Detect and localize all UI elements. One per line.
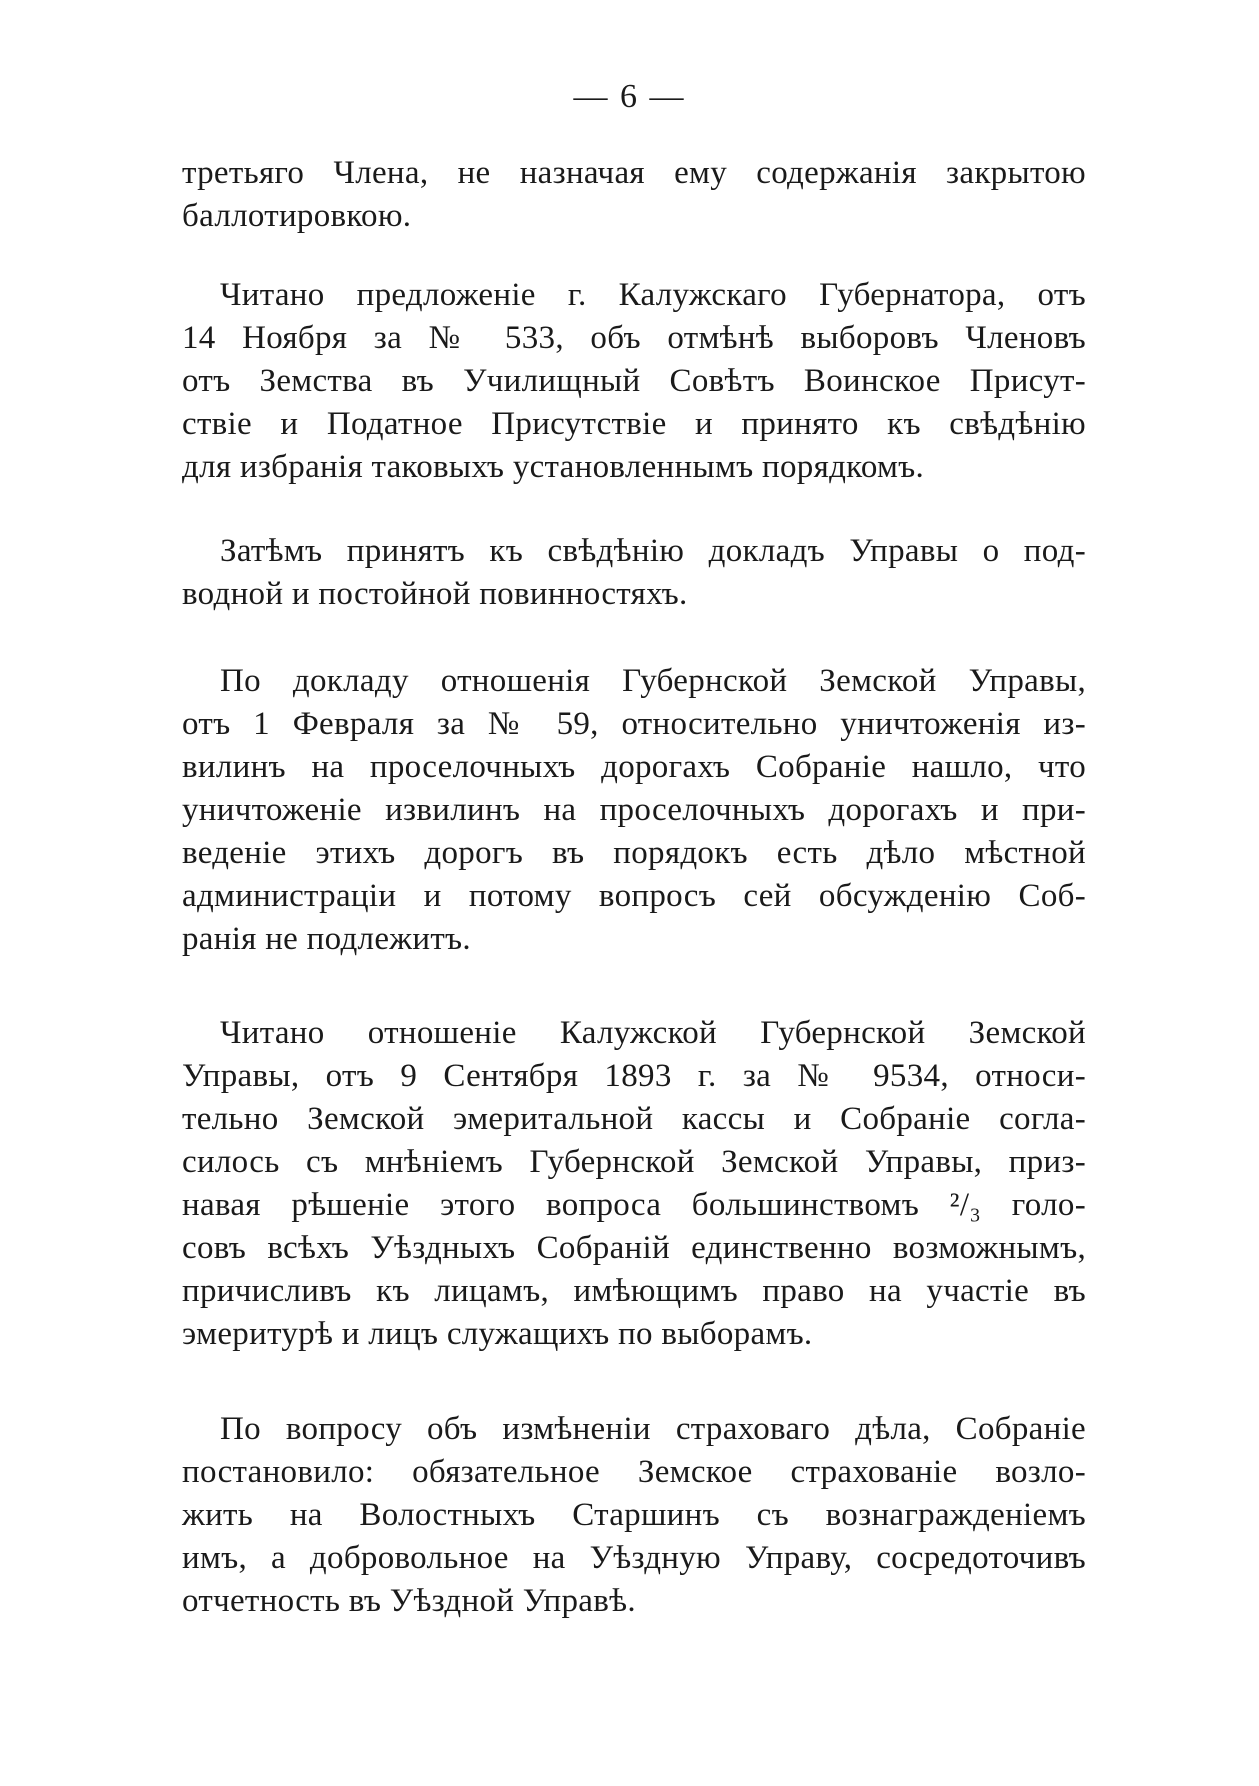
- text-line: По докладу отношенія Губернской Земской Управы,: [220, 663, 1086, 699]
- text-line: Управы, отъ 9 Сентября 1893 г. за № 9534, относи-: [182, 1058, 1086, 1094]
- text-line: По вопросу объ измѣненіи страховаго дѣла, Собраніе: [220, 1411, 1086, 1447]
- text-line: эмеритурѣ и лицъ служащихъ по выборамъ.: [182, 1316, 813, 1352]
- text-line: отчетность въ Уѣздной Управѣ.: [182, 1583, 636, 1619]
- text-line: отъ Земства въ Училищный Совѣтъ Воинское Присут-: [182, 363, 1086, 399]
- page-number: — 6 —: [573, 78, 686, 115]
- text-line: администраціи и потому вопросъ сей обсужденію Соб-: [182, 878, 1086, 914]
- text-line: Затѣмъ принятъ къ свѣдѣнію докладъ Управы о под-: [220, 533, 1086, 569]
- text-line: третьяго Члена, не назначая ему содержанія закрытою: [182, 155, 1086, 191]
- text-line: причисливъ къ лицамъ, имѣющимъ право на участіе въ: [182, 1273, 1086, 1309]
- text-line: веденіе этихъ дорогъ въ порядокъ есть дѣло мѣстной: [182, 835, 1086, 871]
- text-line: водной и постойной повинностяхъ.: [182, 576, 688, 612]
- text-line: постановило: обязательное Земское страхованіе возло-: [182, 1454, 1086, 1490]
- text-line: вилинъ на проселочныхъ дорогахъ Собраніе нашло, что: [182, 749, 1086, 785]
- text-line: 14 Ноября за № 533, объ отмѣнѣ выборовъ Членовъ: [182, 320, 1086, 356]
- text-line: совъ всѣхъ Уѣздныхъ Собраній единственно возможнымъ,: [182, 1230, 1086, 1266]
- paragraph-3: [182, 530, 1086, 616]
- text-line: Читано отношеніе Калужской Губернской Земской: [220, 1015, 1086, 1051]
- paragraph-2: [182, 274, 1086, 489]
- text-line: баллотировкою.: [182, 198, 412, 234]
- paragraph-6: [182, 1408, 1086, 1623]
- text-line: отъ 1 Февраля за № 59, относительно уничтоженія из-: [182, 706, 1086, 742]
- text-line: ствіе и Податное Присутствіе и принято къ свѣдѣнію: [182, 406, 1086, 442]
- paragraph-1: [182, 152, 1086, 238]
- text-line: уничтоженіе извилинъ на проселочныхъ дорогахъ и при-: [182, 792, 1086, 828]
- paragraph-4: [182, 660, 1086, 961]
- text-line: имъ, а добровольное на Уѣздную Управу, сосредоточивъ: [182, 1540, 1086, 1576]
- text-line: жить на Волостныхъ Старшинъ съ вознагражденіемъ: [182, 1497, 1086, 1533]
- text-line: Читано предложеніе г. Калужскаго Губернатора, отъ: [220, 277, 1086, 313]
- text-line: для избранія таковыхъ установленнымъ порядкомъ.: [182, 449, 925, 485]
- paragraph-5: [182, 1012, 1086, 1356]
- text-line: навая рѣшеніе этого вопроса большинствомъ ²/₃ голо-: [182, 1187, 1086, 1223]
- text-line: тельно Земской эмеритальной кассы и Собраніе согла-: [182, 1101, 1086, 1137]
- text-line: силось съ мнѣніемъ Губернской Земской Управы, приз-: [182, 1144, 1086, 1180]
- text-line: ранія не подлежитъ.: [182, 921, 471, 957]
